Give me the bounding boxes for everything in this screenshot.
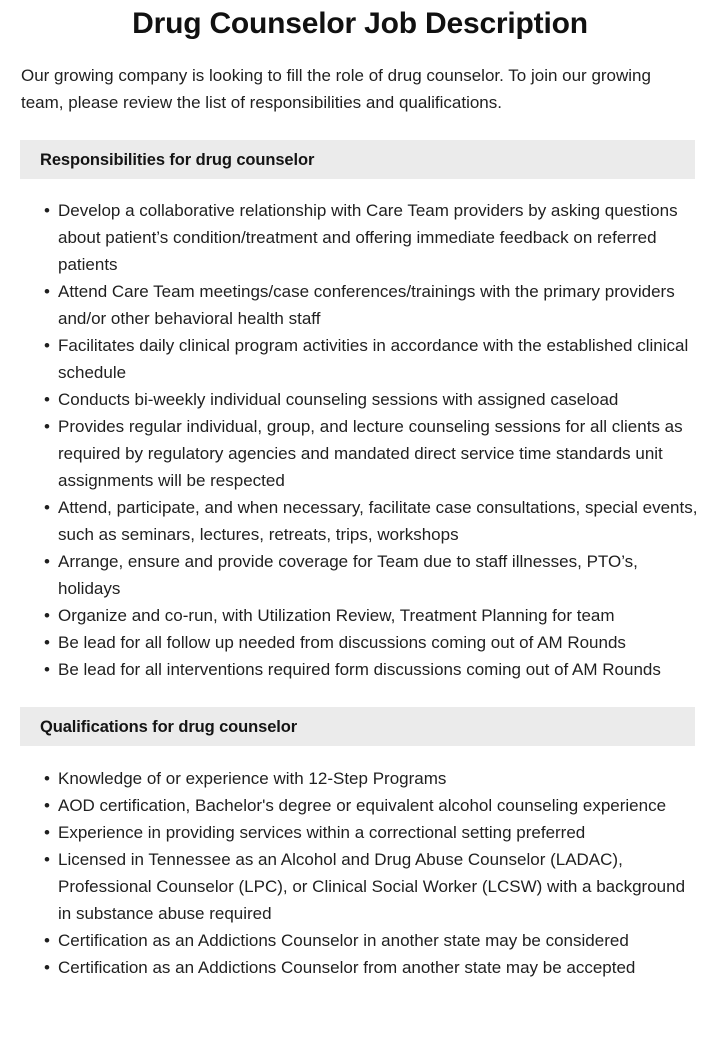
list-item — [44, 765, 698, 792]
list-item-text: Provides regular individual, group, and lecture counseling sessions for all clients as required by regulatory agencies and mandated direct service time standards unit assignments will be respected — [58, 417, 683, 490]
list-item-text: Be lead for all follow up needed from discussions coming out of AM Rounds — [58, 633, 626, 652]
bullet-icon: • — [44, 796, 50, 815]
section-qualifications — [0, 707, 720, 981]
bullet-icon: • — [44, 417, 50, 436]
list-item — [44, 548, 698, 602]
qualifications-list — [0, 746, 720, 981]
list-item — [44, 846, 698, 927]
bullet-icon: • — [44, 201, 50, 220]
list-item-text: Certification as an Addictions Counselor in another state may be considered — [58, 931, 629, 950]
list-item — [44, 819, 698, 846]
list-item — [44, 494, 698, 548]
list-item — [44, 197, 698, 278]
bullet-icon: • — [44, 498, 50, 517]
section-header-qualifications-label: Qualifications for drug counselor — [40, 717, 298, 736]
list-item — [44, 629, 698, 656]
list-item — [44, 954, 698, 981]
bullet-icon: • — [44, 823, 50, 842]
list-item-text: Certification as an Addictions Counselor from another state may be accepted — [58, 958, 636, 977]
list-item-text: Attend Care Team meetings/case conferences/trainings with the primary providers and/or other behavioral health staff — [58, 282, 675, 328]
intro-paragraph: Our growing company is looking to fill the role of drug counselor. To join our growing team, please review the list of responsibilities and qualifications. — [21, 66, 651, 112]
bullet-icon: • — [44, 660, 50, 679]
bullet-icon: • — [44, 958, 50, 977]
section-header-qualifications — [20, 707, 695, 746]
bullet-icon: • — [44, 390, 50, 409]
list-item-text: Arrange, ensure and provide coverage for Team due to staff illnesses, PTO’s, holidays — [58, 552, 638, 598]
section-header-responsibilities-label: Responsibilities for drug counselor — [40, 150, 315, 169]
list-item — [44, 278, 698, 332]
section-header-responsibilities — [20, 140, 695, 179]
list-item — [44, 792, 698, 819]
page-title: Drug Counselor Job Description — [132, 7, 588, 40]
list-item-text: Organize and co-run, with Utilization Review, Treatment Planning for team — [58, 606, 615, 625]
responsibilities-list — [0, 179, 720, 683]
list-item-text: Be lead for all interventions required form discussions coming out of AM Rounds — [58, 660, 661, 679]
list-item-text: Conducts bi-weekly individual counseling sessions with assigned caseload — [58, 390, 619, 409]
list-item-text: Attend, participate, and when necessary, facilitate case consultations, special events, such as seminars, lectures, retreats, trips, workshops — [58, 498, 698, 544]
list-item-text: Experience in providing services within a correctional setting preferred — [58, 823, 586, 842]
bullet-icon: • — [44, 633, 50, 652]
list-item — [44, 602, 698, 629]
list-item — [44, 386, 698, 413]
bullet-icon: • — [44, 282, 50, 301]
section-responsibilities — [0, 140, 720, 683]
bullet-icon: • — [44, 850, 50, 869]
bullet-icon: • — [44, 606, 50, 625]
list-item — [44, 656, 698, 683]
list-item-text: Develop a collaborative relationship with Care Team providers by asking questions about patient’s condition/treatment and offering immediate feedback on referred patients — [58, 201, 678, 274]
bullet-icon: • — [44, 931, 50, 950]
list-item-text: Facilitates daily clinical program activities in accordance with the established clinical schedule — [58, 336, 689, 382]
list-item — [44, 927, 698, 954]
list-item — [44, 413, 698, 494]
list-item-text: Licensed in Tennessee as an Alcohol and Drug Abuse Counselor (LADAC), Professional Counselor (LPC), or Clinical Social Worker (LCSW) with a background in substance abuse required — [58, 850, 686, 923]
bullet-icon: • — [44, 336, 50, 355]
bullet-icon: • — [44, 552, 50, 571]
list-item-text: Knowledge of or experience with 12-Step Programs — [58, 769, 447, 788]
bullet-icon: • — [44, 769, 50, 788]
list-item — [44, 332, 698, 386]
list-item-text: AOD certification, Bachelor's degree or equivalent alcohol counseling experience — [58, 796, 667, 815]
